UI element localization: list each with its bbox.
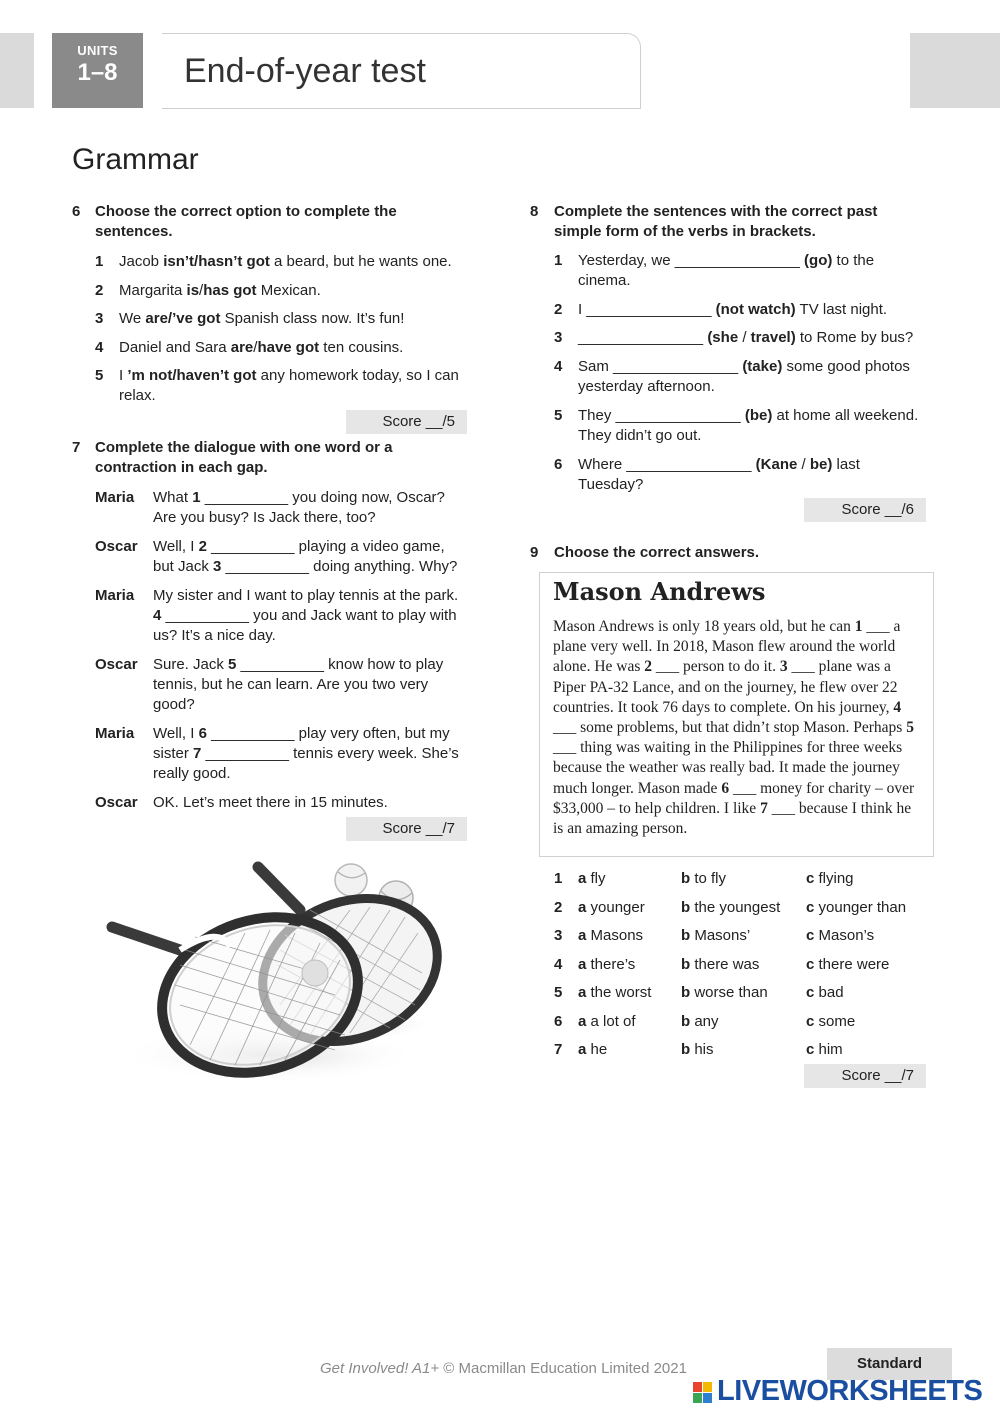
- dialogue-line-part: Sure. Jack: [153, 656, 229, 673]
- q9-option-number: 5: [554, 984, 563, 1001]
- option-text: his: [690, 1041, 714, 1058]
- option-letter: b: [681, 870, 691, 887]
- option-text: Mason’s: [814, 927, 875, 944]
- option-letter: c: [806, 984, 815, 1001]
- q9-option-b[interactable]: [681, 869, 801, 889]
- q9-option-a[interactable]: [578, 955, 698, 975]
- dialogue-line-part: __________ know how to play tennis, but he can learn. Are you two very good?: [153, 656, 444, 713]
- article-body: [553, 617, 925, 839]
- article-text-part: Mason Andrews is only 18 years old, but he can: [553, 618, 855, 635]
- dialogue-line[interactable]: [153, 488, 468, 528]
- liveworksheets-logo[interactable]: [693, 1376, 993, 1406]
- article-text-part: ___ plane was a Piper PA-32 Lance, and on the journey, he flew over 22 countries. It took 76 days to complete. On his journey,: [553, 658, 898, 716]
- q6-item[interactable]: [119, 366, 469, 406]
- q9-option-c[interactable]: [806, 955, 926, 975]
- option-letter: c: [806, 1041, 815, 1058]
- q6-item-part: have got: [257, 339, 320, 356]
- q9-score[interactable]: Score __/7: [804, 1064, 926, 1088]
- option-letter: c: [806, 1013, 815, 1030]
- option-text: younger than: [814, 899, 907, 916]
- q9-option-b[interactable]: [681, 955, 801, 975]
- option-letter: a: [578, 984, 587, 1001]
- q6-item-part: /: [253, 339, 258, 356]
- dialogue-line[interactable]: [153, 793, 468, 813]
- q8-item[interactable]: [578, 357, 928, 397]
- q6-item-part: isn’t/hasn’t got: [163, 253, 270, 270]
- q8-item-number: 6: [554, 456, 563, 473]
- option-letter: a: [578, 956, 587, 973]
- units-range: 1–8: [77, 59, 118, 86]
- q6-item-part: has got: [203, 282, 257, 299]
- q8-item[interactable]: [578, 328, 928, 348]
- article-text-part: ___ a plane very well. In 2018, Mason flew around the world alone. He was: [553, 618, 901, 676]
- q8-item-part: travel): [750, 329, 796, 346]
- units-badge: [52, 33, 143, 108]
- q6-score[interactable]: Score __/5: [346, 410, 467, 434]
- liveworksheets-icon: [693, 1382, 713, 1404]
- option-letter: a: [578, 899, 587, 916]
- q9-option-c[interactable]: [806, 869, 926, 889]
- dialogue-line-part: 7: [193, 745, 202, 762]
- dialogue-line-part: Well, I: [153, 725, 199, 742]
- q6-item-part: We: [119, 310, 146, 327]
- q8-item-part: to the cinema.: [578, 252, 875, 289]
- tennis-rackets-image: [100, 855, 445, 1090]
- dialogue-line-part: 3: [213, 558, 222, 575]
- q9-option-a[interactable]: [578, 983, 698, 1003]
- units-label: UNITS: [77, 43, 118, 58]
- dialogue-line[interactable]: [153, 586, 468, 646]
- q6-item-part: /: [199, 282, 204, 299]
- option-letter: c: [806, 927, 815, 944]
- title-box: [162, 33, 641, 109]
- header-left-bar: [0, 33, 34, 108]
- option-text: flying: [814, 870, 854, 887]
- q8-item-part: be): [809, 456, 833, 473]
- q8-item-part: I _______________: [578, 301, 716, 318]
- q8-item-part: Sam _______________: [578, 358, 743, 375]
- q6-item-part: Daniel and Sara: [119, 339, 231, 356]
- q7-score[interactable]: Score __/7: [346, 817, 467, 841]
- level-label: Standard: [856, 1355, 922, 1372]
- dialogue-speaker: Maria: [95, 725, 135, 742]
- q8-item-part: Yesterday, we _______________: [578, 252, 805, 269]
- option-letter: a: [578, 1041, 587, 1058]
- q6-item-part: Margarita: [119, 282, 187, 299]
- option-text: Masons: [586, 927, 644, 944]
- q6-item-part: Spanish class now. It’s fun!: [220, 310, 405, 327]
- dialogue-speaker: Maria: [95, 489, 135, 506]
- q8-item-part: (go): [804, 252, 833, 269]
- option-text: there were: [814, 956, 890, 973]
- option-letter: b: [681, 956, 691, 973]
- dialogue-line-part: Well, I: [153, 538, 199, 555]
- article-text-part: 1: [854, 618, 863, 635]
- article-text-part: 3: [779, 658, 788, 676]
- q9-option-a[interactable]: [578, 898, 698, 918]
- dialogue-line-part: OK. Let’s meet there in 15 minutes.: [153, 794, 388, 811]
- q8-item[interactable]: [578, 251, 928, 291]
- q8-item-part: (be): [744, 407, 773, 424]
- dialogue-line-part: __________ you and Jack want to play with us? It’s a nice day.: [153, 607, 457, 644]
- q6-item-number: 5: [95, 367, 104, 384]
- q8-item-number: 3: [554, 329, 563, 346]
- dialogue-line[interactable]: [153, 537, 468, 577]
- article-box: [539, 572, 934, 857]
- q8-score[interactable]: Score __/6: [804, 498, 926, 522]
- option-letter: a: [578, 927, 587, 944]
- dialogue-line-part: 4: [153, 607, 162, 624]
- q6-instruction: Choose the correct option to complete the sentences.: [95, 203, 397, 240]
- dialogue-line-part: __________ tennis every week. She’s really good.: [153, 745, 459, 782]
- option-text: him: [814, 1041, 843, 1058]
- q9-option-a[interactable]: [578, 926, 698, 946]
- dialogue-speaker: Oscar: [95, 794, 138, 811]
- footer-copyright: [320, 1360, 687, 1377]
- option-text: bad: [814, 984, 844, 1001]
- article-text-part: ___ money for charity – over $33,000 – to help children. I like: [553, 779, 915, 817]
- q9-option-c[interactable]: [806, 926, 926, 946]
- q6-item-part: Mexican.: [256, 282, 321, 299]
- q8-item-part: They _______________: [578, 407, 745, 424]
- page-title: End-of-year test: [184, 52, 426, 90]
- article-text-part: 4: [893, 698, 902, 716]
- option-letter: c: [806, 870, 815, 887]
- q9-option-b[interactable]: [681, 983, 801, 1003]
- q9-option-a[interactable]: [578, 869, 698, 889]
- q6-item-part: are: [230, 339, 254, 356]
- q8-instruction: Complete the sentences with the correct past simple form of the verbs in brackets.: [554, 203, 878, 240]
- q6-item[interactable]: [119, 338, 469, 358]
- q9-option-c[interactable]: [806, 898, 926, 918]
- option-letter: a: [578, 1013, 587, 1030]
- q6-item[interactable]: [119, 309, 469, 329]
- q7-instruction: Complete the dialogue with one word or a contraction in each gap.: [95, 439, 393, 476]
- q8-item[interactable]: [578, 455, 928, 495]
- option-letter: b: [681, 1041, 691, 1058]
- q8-item-part: /: [738, 329, 751, 346]
- option-letter: c: [806, 899, 815, 916]
- q8-item-part: (take): [742, 358, 783, 375]
- dialogue-line-part: 2: [198, 538, 207, 555]
- dialogue-line-part: 5: [228, 656, 237, 673]
- q8-item[interactable]: [578, 300, 928, 320]
- q9-option-number: 7: [554, 1041, 563, 1058]
- q9-option-b[interactable]: [681, 898, 801, 918]
- option-text: the youngest: [690, 899, 781, 916]
- liveworksheets-text: LIVEWORKSHEETS: [717, 1375, 983, 1407]
- q6-item-number: 1: [95, 253, 104, 270]
- footer-copyright-text: © Macmillan Education Limited 2021: [439, 1360, 687, 1377]
- q8-item-number: 2: [554, 301, 563, 318]
- article-text-part: 7: [760, 799, 768, 817]
- q6-item-number: 3: [95, 310, 104, 327]
- q6-item-part: ’m not/haven’t got: [127, 367, 257, 384]
- dialogue-line-part: 1: [192, 489, 201, 506]
- q6-item-part: is: [186, 282, 200, 299]
- q9-number: 9: [530, 544, 539, 561]
- q8-item-part: to Rome by bus?: [795, 329, 914, 346]
- q9-option-number: 2: [554, 899, 563, 916]
- dialogue-speaker: Oscar: [95, 538, 138, 555]
- dialogue-line-part: __________ you doing now, Oscar? Are you busy? Is Jack there, too?: [153, 489, 445, 526]
- dialogue-line-part: __________ playing a video game, but Jack: [153, 538, 445, 575]
- option-text: a lot of: [586, 1013, 636, 1030]
- option-letter: b: [681, 1013, 691, 1030]
- q8-item-part: some good photos yesterday afternoon.: [578, 358, 910, 395]
- q8-item-part: Where _______________: [578, 456, 756, 473]
- q6-item-number: 2: [95, 282, 104, 299]
- option-text: younger: [586, 899, 645, 916]
- option-letter: a: [578, 870, 587, 887]
- q8-item-part: (not watch): [715, 301, 796, 318]
- q9-option-number: 6: [554, 1013, 563, 1030]
- option-letter: b: [681, 899, 691, 916]
- q9-option-b[interactable]: [681, 1040, 801, 1060]
- q6-item-part: ten cousins.: [319, 339, 404, 356]
- dialogue-line[interactable]: [153, 724, 468, 784]
- q8-item[interactable]: [578, 406, 928, 446]
- article-text-part: 5: [906, 719, 914, 737]
- dialogue-line-part: __________ doing anything. Why?: [221, 558, 458, 575]
- option-text: Masons’: [690, 927, 751, 944]
- q9-option-b[interactable]: [681, 926, 801, 946]
- q6-number: 6: [72, 203, 81, 220]
- dialogue-speaker: Oscar: [95, 656, 138, 673]
- q8-item-part: at home all weekend. They didn’t go out.: [578, 407, 919, 444]
- q6-item-number: 4: [95, 339, 104, 356]
- option-text: the worst: [586, 984, 652, 1001]
- q8-item-number: 5: [554, 407, 563, 424]
- article-title: Mason Andrews: [553, 577, 766, 606]
- q6-item-part: I: [119, 367, 128, 384]
- q6-item-part: Jacob: [119, 253, 164, 270]
- q9-option-number: 4: [554, 956, 563, 973]
- q6-item[interactable]: [119, 281, 469, 301]
- q9-option-c[interactable]: [806, 983, 926, 1003]
- option-text: some: [814, 1013, 856, 1030]
- header-right-bar: [910, 33, 1000, 108]
- q9-option-c[interactable]: [806, 1012, 926, 1032]
- q6-item-part: are/’ve got: [145, 310, 221, 327]
- option-letter: c: [806, 956, 815, 973]
- q9-instruction: Choose the correct answers.: [554, 544, 760, 561]
- section-heading: Grammar: [72, 143, 199, 176]
- article-text-part: 2: [644, 658, 652, 676]
- article-text-part: 6: [721, 779, 730, 797]
- q8-item-number: 1: [554, 252, 563, 269]
- q8-item-part: (Kane: [755, 456, 798, 473]
- q9-option-a[interactable]: [578, 1012, 698, 1032]
- q9-option-c[interactable]: [806, 1040, 926, 1060]
- q8-item-part: TV last night.: [795, 301, 888, 318]
- q8-item-part: (she: [707, 329, 739, 346]
- option-text: worse than: [690, 984, 768, 1001]
- option-text: there was: [690, 956, 760, 973]
- article-text-part: ___ some problems, but that didn’t stop Mason. Perhaps: [553, 719, 907, 737]
- dialogue-line-part: 6: [198, 725, 207, 742]
- option-text: any: [690, 1013, 719, 1030]
- q8-number: 8: [530, 203, 539, 220]
- q9-option-b[interactable]: [681, 1012, 801, 1032]
- q9-option-number: 3: [554, 927, 563, 944]
- q9-option-a[interactable]: [578, 1040, 698, 1060]
- q8-item-part: /: [797, 456, 810, 473]
- option-text: he: [586, 1041, 608, 1058]
- footer-product: Get Involved! A1+: [320, 1360, 440, 1377]
- dialogue-line-part: __________ play very often, but my sister: [153, 725, 450, 762]
- q8-item-part: last Tuesday?: [578, 456, 860, 493]
- q6-item-part: any homework today, so I can relax.: [119, 367, 459, 404]
- q8-item-part: _______________: [578, 329, 708, 346]
- q7-number: 7: [72, 439, 81, 456]
- q6-item-part: a beard, but he wants one.: [269, 253, 452, 270]
- article-text-part: ___ person to do it.: [652, 658, 780, 676]
- option-text: there’s: [586, 956, 636, 973]
- option-letter: b: [681, 984, 691, 1001]
- q9-option-number: 1: [554, 870, 563, 887]
- article-text-part: ___ thing was waiting in the Philippines for three weeks because the weather was really bad. It made the journey much longer. Mason made: [553, 739, 903, 797]
- article-text-part: ___ because I think he is an amazing person.: [553, 799, 912, 838]
- dialogue-line-part: What: [153, 489, 193, 506]
- q6-item[interactable]: [119, 252, 469, 272]
- dialogue-line-part: My sister and I want to play tennis at the park.: [153, 587, 459, 604]
- option-text: to fly: [690, 870, 727, 887]
- option-letter: b: [681, 927, 691, 944]
- dialogue-line[interactable]: [153, 655, 468, 715]
- option-text: fly: [586, 870, 606, 887]
- dialogue-speaker: Maria: [95, 587, 135, 604]
- q8-item-number: 4: [554, 358, 563, 375]
